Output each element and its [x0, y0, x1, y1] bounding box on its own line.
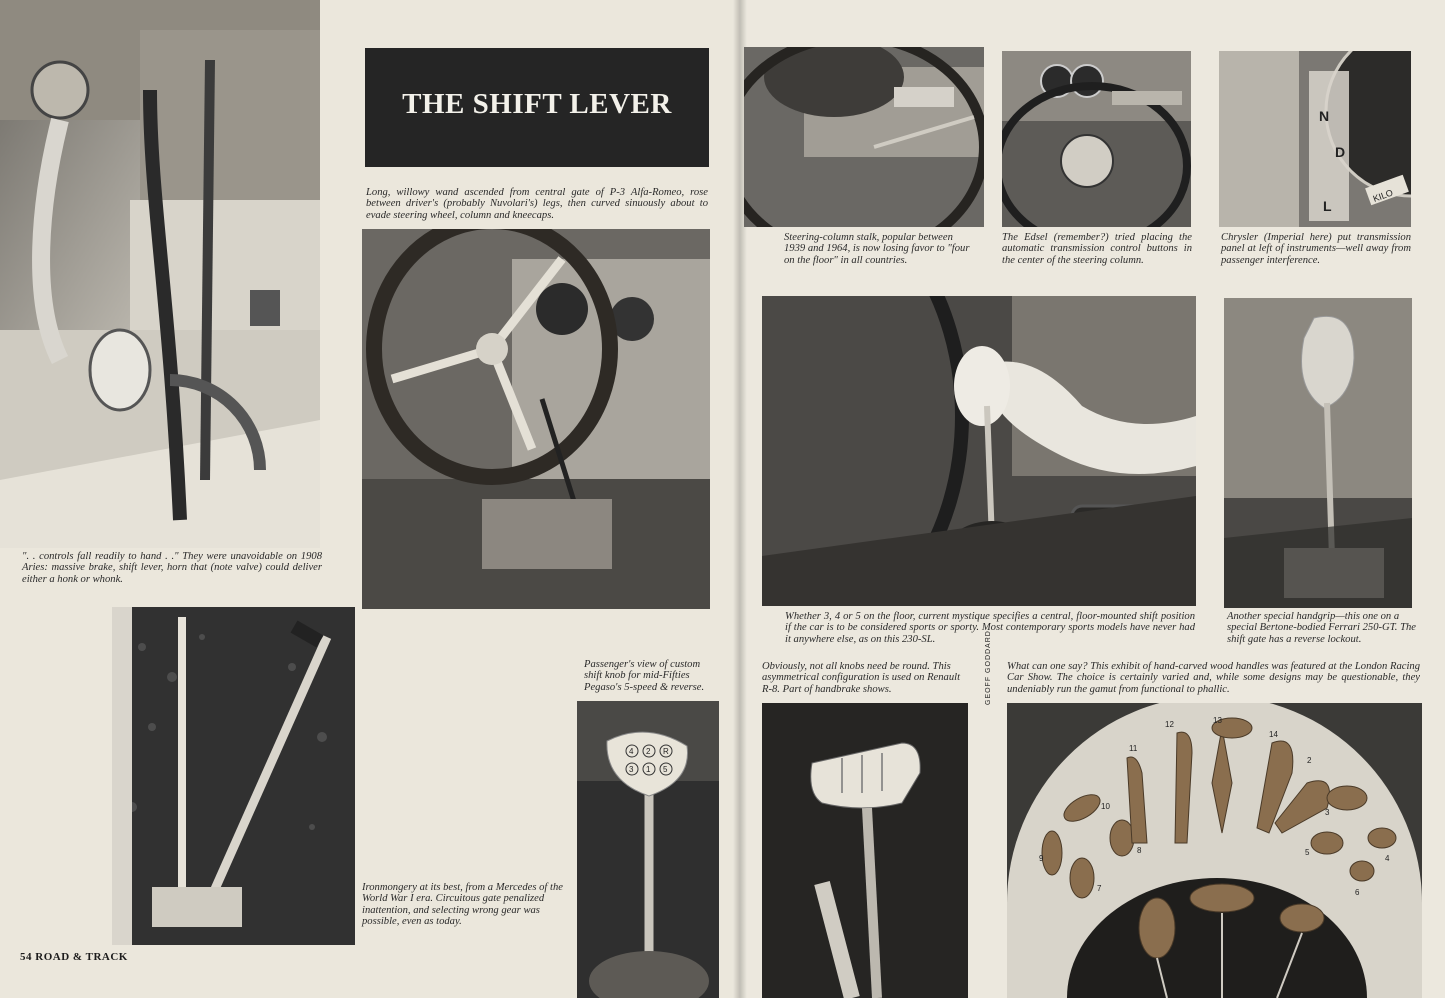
photo-edsel-steering [1002, 51, 1191, 227]
photo-renault-knob [762, 703, 968, 998]
caption-aries: ". . controls fall readily to hand . ." They were unavoidable on 1908 Aries: massive brake, shift lever, horn that (note valve) could deliver either a honk or whonk. [22, 551, 322, 585]
article-title: THE SHIFT LEVER [402, 88, 672, 120]
photo-230sl-floor-shift [762, 296, 1196, 606]
wood-knob-number-9: 9 [1039, 854, 1044, 863]
photo-aries-controls [0, 0, 320, 548]
photo-alfa-romeo-cockpit [362, 229, 710, 609]
pegaso-gear-1: 1 [646, 765, 651, 774]
wood-knob-number-5: 5 [1305, 848, 1310, 857]
photo-mercedes-gate [112, 607, 355, 945]
caption-stalk: Steering-column stalk, popular between 1939 and 1964, is now losing favor to "four on the floor" in all countries. [784, 232, 970, 266]
caption-edsel: The Edsel (remember?) tried placing the automatic transmission control buttons in the center of the steering column. [1002, 232, 1192, 266]
wood-knob-number-7: 7 [1097, 884, 1102, 893]
pegaso-gear-r: R [663, 747, 669, 756]
chrysler-gear-l: L [1323, 198, 1332, 214]
caption-ferrari: Another special handgrip—this one on a special Bertone-bodied Ferrari 250-GT. The shift gate has a reverse lockout. [1227, 611, 1416, 645]
article-title-block [365, 48, 709, 167]
wood-knob-number-3: 3 [1325, 808, 1330, 817]
wood-knob-number-8: 8 [1137, 846, 1142, 855]
wood-knob-number-12: 12 [1165, 720, 1174, 729]
pegaso-gear-2: 2 [646, 747, 651, 756]
chrysler-kilo-badge: KILO [1371, 187, 1395, 204]
photo-ferrari-handgrip [1224, 298, 1412, 608]
wood-knob-number-4: 4 [1385, 854, 1390, 863]
page-folio: 54 ROAD & TRACK [20, 951, 128, 963]
wood-knob-number-2: 2 [1307, 756, 1312, 765]
photo-credit: GEOFF GODDARD [985, 630, 992, 705]
caption-alfa-romeo: Long, willowy wand ascended from central gate of P-3 Alfa-Romeo, rose between driver's (probably Nuvolari's) legs, then curved sinuously about to evade steering wheel, column and kneecaps. [366, 187, 708, 221]
caption-pegaso: Passenger's view of custom shift knob for mid-Fifties Pegaso's 5-speed & reverse. [584, 659, 705, 693]
photo-chrysler-pushbuttons [1219, 51, 1411, 227]
chrysler-gear-d: D [1335, 144, 1346, 160]
photo-wood-handles-exhibit [1007, 703, 1422, 998]
wood-knob-number-14: 14 [1269, 730, 1278, 739]
wood-knob-number-6: 6 [1355, 888, 1360, 897]
caption-wood-handles: What can one say? This exhibit of hand-carved wood handles was featured at the London Racing Car Show. The choice is certainly varied and, while some designs may be questionable, they undeniably run the gamut from functional to phallic. [1007, 661, 1420, 695]
photo-steering-column-stalk [744, 47, 984, 227]
pegaso-gear-3: 3 [629, 765, 634, 774]
chrysler-gear-n: N [1319, 108, 1330, 124]
wood-knob-number-10: 10 [1101, 802, 1110, 811]
pegaso-gear-5: 5 [663, 765, 668, 774]
caption-renault: Obviously, not all knobs need be round. This asymmetrical configuration is used on Renault R-8. Part of handbrake shows. [762, 661, 961, 695]
wood-knob-number-11: 11 [1129, 744, 1138, 753]
photo-pegaso-knob [577, 701, 719, 998]
caption-mercedes: Ironmongery at its best, from a Mercedes of the World War I era. Circuitous gate penalized inattention, and selecting wrong gear was possible, even as today. [362, 882, 563, 928]
pegaso-gear-4: 4 [629, 747, 634, 756]
caption-floor-shift: Whether 3, 4 or 5 on the floor, current mystique specifies a central, floor-mounted shift position if the car is to be considered sports or sporty. Most contemporary sports models have never had it anywhere else, as on this 230-SL. [785, 611, 1195, 645]
caption-chrysler: Chrysler (Imperial here) put transmission panel at left of instruments—well away from passenger interference. [1221, 232, 1411, 266]
wood-knob-number-13: 13 [1213, 716, 1222, 725]
